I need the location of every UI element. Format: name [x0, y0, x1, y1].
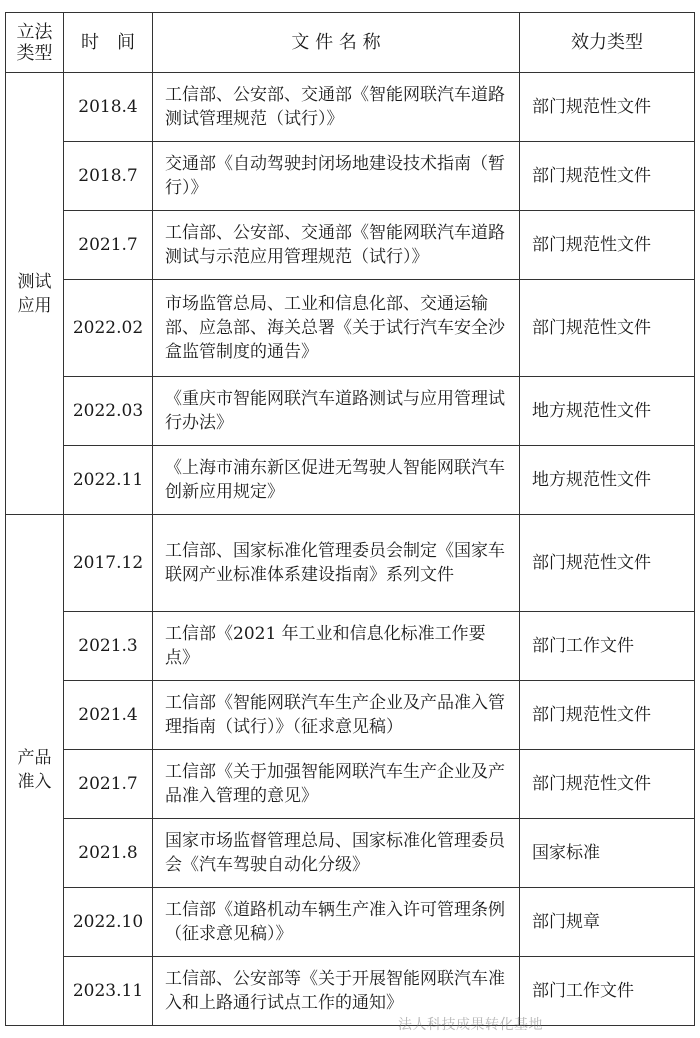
- row-name: 工信部、公安部等《关于开展智能网联汽车准入和上路通行试点工作的通知》: [153, 957, 520, 1026]
- row-effect: 部门规范性文件: [520, 750, 695, 819]
- row-date: 2022.11: [64, 446, 153, 515]
- row-name: 工信部、公安部、交通部《智能网联汽车道路测试管理规范（试行）》: [153, 73, 520, 142]
- row-effect: 部门规范性文件: [520, 73, 695, 142]
- row-date: 2021.3: [64, 612, 153, 681]
- table-row: [6, 377, 695, 446]
- header-type-line1: 立法: [16, 21, 53, 43]
- row-date: 2021.7: [64, 211, 153, 280]
- table-row: [6, 211, 695, 280]
- category-testing: [6, 73, 64, 515]
- category-access: [6, 515, 64, 1026]
- table-row: [6, 446, 695, 515]
- row-date: 2021.8: [64, 819, 153, 888]
- table-row: [6, 612, 695, 681]
- row-date: 2021.7: [64, 750, 153, 819]
- row-date: 2022.03: [64, 377, 153, 446]
- table-row: [6, 819, 695, 888]
- row-effect: 部门规范性文件: [520, 515, 695, 612]
- row-effect: 部门规章: [520, 888, 695, 957]
- row-name: 《上海市浦东新区促进无驾驶人智能网联汽车创新应用规定》: [153, 446, 520, 515]
- table-row: [6, 681, 695, 750]
- row-date: 2021.4: [64, 681, 153, 750]
- row-date: 2022.02: [64, 280, 153, 377]
- row-date: 2018.4: [64, 73, 153, 142]
- row-effect: 部门规范性文件: [520, 681, 695, 750]
- category-testing-line1: 测试: [17, 271, 52, 292]
- row-effect: 部门工作文件: [520, 612, 695, 681]
- table-row: [6, 280, 695, 377]
- table-row: [6, 888, 695, 957]
- table-row: [6, 750, 695, 819]
- row-date: 2018.7: [64, 142, 153, 211]
- row-name: 工信部《关于加强智能网联汽车生产企业及产品准入管理的意见》: [153, 750, 520, 819]
- header-date: 时 间: [64, 13, 153, 73]
- row-name: 工信部、国家标准化管理委员会制定《国家车联网产业标准体系建设指南》系列文件: [153, 515, 520, 612]
- row-name: 工信部《2021 年工业和信息化标准工作要点》: [153, 612, 520, 681]
- row-effect: 地方规范性文件: [520, 377, 695, 446]
- row-effect: 地方规范性文件: [520, 446, 695, 515]
- row-effect: 部门工作文件: [520, 957, 695, 1026]
- category-access-line2: 准入: [17, 772, 52, 792]
- row-name: 工信部《智能网联汽车生产企业及产品准入管理指南（试行）》（征求意见稿）: [153, 681, 520, 750]
- category-access-line1: 产品: [17, 748, 52, 768]
- header-effect: 效力类型: [520, 13, 695, 73]
- row-name: 市场监管总局、工业和信息化部、交通运输部、应急部、海关总署《关于试行汽车安全沙盒监管制度的通告》: [153, 280, 520, 377]
- category-testing-line2: 应用: [17, 295, 52, 316]
- row-name: 工信部、公安部、交通部《智能网联汽车道路测试与示范应用管理规范（试行）》: [153, 211, 520, 280]
- row-date: 2017.12: [64, 515, 153, 612]
- table-header-row: [6, 13, 695, 73]
- header-name: 文 件 名 称: [153, 13, 520, 73]
- header-type-line2: 类型: [16, 42, 53, 64]
- table-row: [6, 957, 695, 1026]
- row-name: 交通部《自动驾驶封闭场地建设技术指南（暂行）》: [153, 142, 520, 211]
- table-row: [6, 142, 695, 211]
- row-date: 2022.10: [64, 888, 153, 957]
- row-name: 工信部《道路机动车辆生产准入许可管理条例（征求意见稿）》: [153, 888, 520, 957]
- row-name: 《重庆市智能网联汽车道路测试与应用管理试行办法》: [153, 377, 520, 446]
- row-name: 国家市场监督管理总局、国家标准化管理委员会《汽车驾驶自动化分级》: [153, 819, 520, 888]
- row-effect: 部门规范性文件: [520, 211, 695, 280]
- table-row: [6, 73, 695, 142]
- legislation-table: [5, 12, 695, 1026]
- row-effect: 部门规范性文件: [520, 142, 695, 211]
- row-effect: 国家标准: [520, 819, 695, 888]
- row-effect: 部门规范性文件: [520, 280, 695, 377]
- header-type: [6, 13, 64, 73]
- watermark-text: 法人科技成果转化基地: [398, 1017, 543, 1033]
- row-date: 2023.11: [64, 957, 153, 1026]
- table-row: [6, 515, 695, 612]
